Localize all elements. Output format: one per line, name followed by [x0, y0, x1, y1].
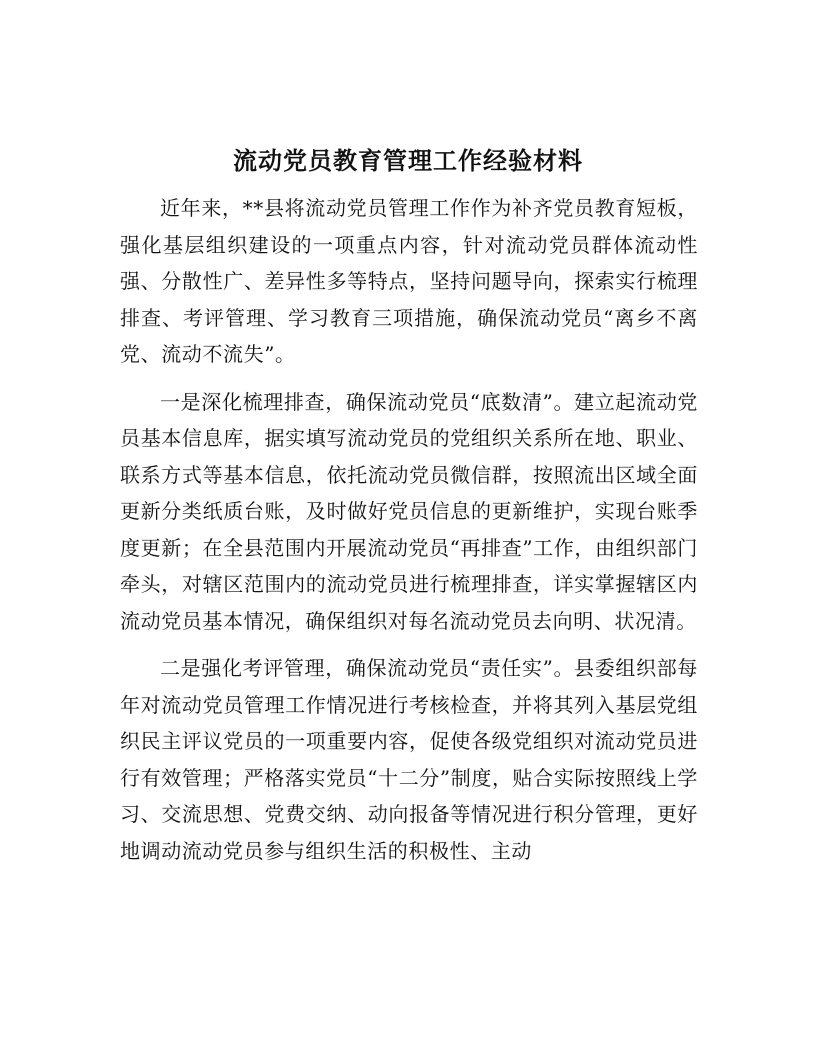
- paragraph-measure-one: 一是深化梳理排查，确保流动党员“底数清”。建立起流动党员基本信息库，据实填写流动党员的党组织关系所在地、职业、联系方式等基本信息，依托流动党员微信群，按照流出区域全面更新分类纸质台账，及时做好党员信息的更新维护，实现台账季度更新；在全县范围内开展流动党员“再排查”工作，由组织部门牵头，对辖区范围内的流动党员进行梳理排查，详实掌握辖区内流动党员基本情况，确保组织对每名流动党员去向明、状况清。: [120, 389, 698, 633]
- document-body: [120, 190, 698, 880]
- document-title: 流动党员教育管理工作经验材料: [233, 147, 583, 175]
- paragraph-measure-two: 二是强化考评管理，确保流动党员“责任实”。县委组织部每年对流动党员管理工作情况进行考核检查，并将其列入基层党组织民主评议党员的一项重要内容，促使各级党组织对流动党员进行有效管理；严格落实党员“十二分”制度，贴合实际按照线上学习、交流思想、党费交纳、动向报备等情况进行积分管理，更好地调动流动党员参与组织生活的积极性、主动: [120, 656, 698, 863]
- paragraph-intro: 近年来，**县将流动党员管理工作作为补齐党员教育短板，强化基层组织建设的一项重点内容，针对流动党员群体流动性强、分散性广、差异性多等特点，坚持问题导向，探索实行梳理排查、考评管理、学习教育三项措施，确保流动党员“离乡不离党、流动不流失”。: [120, 196, 698, 366]
